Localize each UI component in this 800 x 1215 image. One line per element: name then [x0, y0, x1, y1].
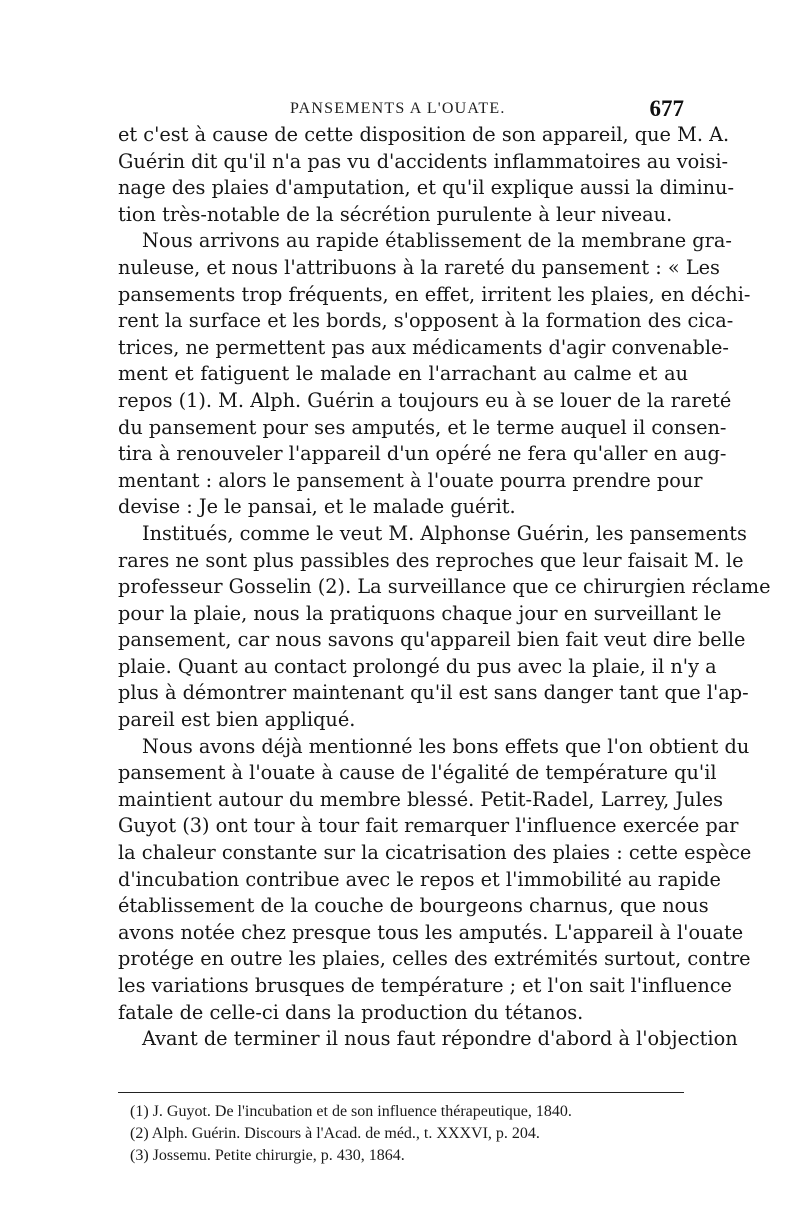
text-line: plaie. Quant au contact prolongé du pus avec la plaie, il n'y a: [118, 654, 717, 678]
footnote: (1) J. Guyot. De l'incubation et de son influence thérapeutique, 1840.: [130, 1103, 572, 1120]
text-line: Avant de terminer il nous faut répondre d'abord à l'objection: [142, 1027, 738, 1051]
text-line: pareil est bien appliqué.: [118, 708, 356, 732]
text-line: pansement, car nous savons qu'appareil bien fait veut dire belle: [118, 628, 746, 652]
text-line: Guérin dit qu'il n'a pas vu d'accidents inflammatoires au voisi-: [118, 149, 729, 173]
text-line: pour la plaie, nous la pratiquons chaque jour en surveillant le: [118, 601, 722, 625]
footnote: (2) Alph. Guérin. Discours à l'Acad. de méd., t. XXXVI, p. 204.: [130, 1125, 540, 1142]
text-line: protége en outre les plaies, celles des extrémités surtout, contre: [118, 947, 751, 971]
text-line: professeur Gosselin (2). La surveillance que ce chirurgien réclame: [118, 575, 771, 599]
running-title: PANSEMENTS A L'OUATE.: [290, 100, 506, 117]
text-line: établissement de la couche de bourgeons charnus, que nous: [118, 894, 709, 918]
text-line: Nous arrivons au rapide établissement de la membrane gra-: [142, 229, 732, 253]
text-line: tira à renouveler l'appareil d'un opéré ne fera qu'aller en aug-: [118, 442, 727, 466]
text-line: mentant : alors le pansement à l'ouate pourra prendre pour: [118, 468, 703, 492]
text-line: repos (1). M. Alph. Guérin a toujours eu à se louer de la rareté: [118, 388, 732, 412]
footnotes: [130, 1101, 690, 1167]
footnote-divider: [118, 1092, 684, 1093]
footnote: (3) Jossemu. Petite chirurgie, p. 430, 1864.: [130, 1147, 405, 1164]
text-line: plus à démontrer maintenant qu'il est sans danger tant que l'ap-: [118, 681, 749, 705]
text-line: et c'est à cause de cette disposition de son appareil, que M. A.: [118, 123, 730, 146]
text-line: trices, ne permettent pas aux médicaments d'agir convenable-: [118, 335, 729, 359]
text-line: devise : Je le pansai, et le malade guérit.: [118, 495, 516, 519]
text-line: maintient autour du membre blessé. Petit-Radel, Larrey, Jules: [118, 787, 724, 811]
text-line: la chaleur constante sur la cicatrisation des plaies : cette espèce: [118, 841, 752, 865]
text-line: Institués, comme le veut M. Alphonse Guérin, les pansements: [142, 521, 747, 545]
text-line: nuleuse, et nous l'attribuons à la rareté du pansement : « Les: [118, 255, 720, 279]
text-line: nage des plaies d'amputation, et qu'il explique aussi la diminu-: [118, 176, 734, 200]
text-line: Guyot (3) ont tour à tour fait remarquer l'influence exercée par: [118, 814, 739, 838]
text-line: ment et fatiguent le malade en l'arrachant au calme et au: [118, 362, 688, 386]
text-line: pansements trop fréquents, en effet, irritent les plaies, en déchi-: [118, 282, 751, 306]
text-line: rent la surface et les bords, s'opposent à la formation des cica-: [118, 309, 734, 333]
text-line: avons notée chez presque tous les amputés. L'appareil à l'ouate: [118, 920, 744, 944]
text-line: les variations brusques de température ; et l'on sait l'influence: [118, 974, 732, 997]
text-line: rares ne sont plus passibles des reproches que leur faisait M. le: [118, 548, 744, 572]
text-line: du pansement pour ses amputés, et le terme auquel il consen-: [118, 415, 727, 439]
text-line: d'incubation contribue avec le repos et l'immobilité au rapide: [118, 867, 721, 891]
page-number: 677: [649, 96, 684, 121]
text-line: pansement à l'ouate à cause de l'égalité de température qu'il: [118, 761, 717, 785]
text-line: Nous avons déjà mentionné les bons effets que l'on obtient du: [142, 734, 750, 758]
body-text: [118, 122, 771, 1053]
text-line: tion très-notable de la sécrétion purulente à leur niveau.: [118, 202, 673, 226]
text-line: fatale de celle-ci dans la production du tétanos.: [118, 1000, 584, 1024]
